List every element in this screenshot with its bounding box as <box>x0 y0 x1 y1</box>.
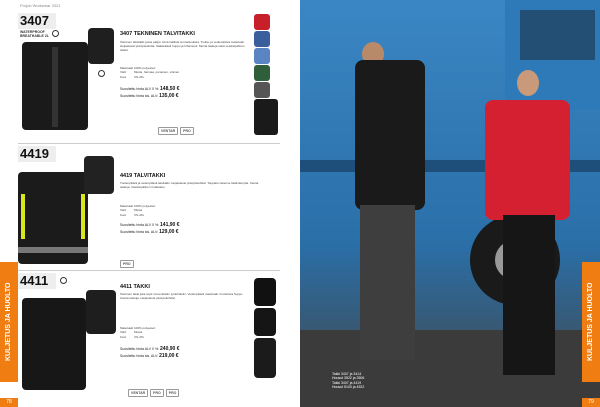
price-row-1 <box>120 222 180 228</box>
product-specs-4411 <box>120 326 248 339</box>
jacket-4411-variant-3 <box>254 338 276 378</box>
spec-key: Materiaali <box>120 66 134 70</box>
brand-logo: PRO <box>150 389 164 397</box>
price-value: 148,50 € <box>160 86 180 92</box>
spec-value: 100% polyesteri <box>134 204 156 208</box>
truck-window <box>520 10 595 60</box>
side-tab: KULJETUS JA HUOLTO <box>0 262 18 382</box>
price-value: 129,00 € <box>159 229 179 235</box>
product-code-3407: 3407 <box>18 13 56 29</box>
man-trousers <box>360 205 415 360</box>
page-header: Projob Workwear 2021 <box>20 3 61 8</box>
price-label: Suositeltu hinta sis. ALV: <box>120 230 159 234</box>
product-desc-4419: Tuulenpitävä ja vedenpitävä talvitakki. Heijastavat yksityiskohdat. Toppattu rakenne lisää lämpöä. Useita taskuja. Vetoketjullinen rintatasku. <box>120 181 259 190</box>
spec-key: Koot <box>120 212 127 217</box>
brand-logo: VENTAR <box>128 389 148 397</box>
woman-jacket <box>485 100 570 220</box>
brand-logo: PRO <box>120 260 134 268</box>
product-code-4419: 4419 <box>18 146 56 162</box>
jacket-4419-back-image <box>84 156 114 194</box>
brand-logo: PRO <box>166 389 180 397</box>
divider <box>18 143 280 144</box>
price-value: 219,00 € <box>159 353 179 359</box>
certification-icon <box>60 277 67 284</box>
spec-key: Materiaali <box>120 326 134 330</box>
certification-icon <box>52 30 59 37</box>
price-row-1 <box>120 346 180 352</box>
spec-key: Materiaali <box>120 204 134 208</box>
price-label: Suositeltu hinta ALV 0 %: <box>120 347 160 351</box>
man-jacket <box>355 60 425 210</box>
spec-key: Koot <box>120 334 127 339</box>
price-label: Suositeltu hinta ALV 0 %: <box>120 87 160 91</box>
product-title-3407: 3407 TEKNINEN TALVITAKKI <box>120 31 195 37</box>
product-desc-4411: Tekninen takki joka sopii monenlaisiin työtehtäviin. Vedenpitävä materiaali. Irrotettava huppu. Useita taskuja. Heijastavat yksityiskohdat. <box>120 292 244 301</box>
jacket-4411-image <box>22 298 86 390</box>
woman-trousers <box>503 215 555 375</box>
price-row-2 <box>120 229 179 235</box>
color-swatch-blue <box>254 31 270 47</box>
color-swatch-red <box>254 14 270 30</box>
jacket-4411-variant-2 <box>254 308 276 336</box>
price-value: 240,90 € <box>160 346 180 352</box>
price-label: Suositeltu hinta sis. ALV: <box>120 354 159 358</box>
spec-value: XS-4XL <box>134 74 145 79</box>
right-page-photo <box>300 0 600 407</box>
page-number-left: 78 <box>0 398 18 407</box>
product-title-4419: 4419 TALVITAKKI <box>120 173 166 179</box>
price-label: Suositeltu hinta ALV 0 %: <box>120 223 160 227</box>
spec-key: Värit <box>120 208 127 213</box>
care-icon <box>98 70 105 77</box>
spec-value: Musta, harmaa, punainen, sininen <box>134 70 180 75</box>
jacket-3407-back-image <box>88 28 114 64</box>
side-tab-right: KULJETUS JA HUOLTO <box>582 262 600 382</box>
price-row-1 <box>120 86 180 92</box>
brand-logos-3407 <box>158 127 196 135</box>
product-specs-3407 <box>120 66 250 79</box>
color-swatch-green <box>254 65 270 81</box>
spec-key: Värit <box>120 330 127 335</box>
spec-value: XS-4XL <box>134 212 145 217</box>
jacket-4419-image <box>18 172 88 264</box>
price-value: 141,90 € <box>160 222 180 228</box>
product-specs-4419 <box>120 204 260 217</box>
price-row-2 <box>120 353 179 359</box>
color-swatch-black <box>254 99 278 135</box>
product-title-4411: 4411 TAKKI <box>120 284 150 290</box>
brand-logo: PRO <box>180 127 194 135</box>
price-value: 135,00 € <box>159 93 179 99</box>
color-swatch-lightblue <box>254 48 270 64</box>
woman-head <box>517 70 539 96</box>
color-swatch-grey <box>254 82 270 98</box>
page-number-right: 79 <box>582 398 600 407</box>
spec-key: Värit <box>120 70 127 75</box>
photo-caption: Takki 3407 ja 3414 Housut 3522 ja 3506 Takki 3407 ja 4419 Housut 5100 ja 4522 <box>332 372 365 389</box>
jacket-3407-image <box>22 42 88 130</box>
waterproof-badge: WATERPROOF BREATHABLE 2L <box>20 30 49 38</box>
spec-key: Koot <box>120 74 127 79</box>
jacket-4411-back-image <box>86 290 116 334</box>
brand-logos-4411 <box>128 389 181 397</box>
product-desc-3407: Tekninen talvitakki jossa paljon toiminnallisia ominaisuuksia. Tuulta- ja vedenpitävä materiaali. Heijastavat yksityiskohdat. Säädettävä huppu ja hihansuut. Monia taskuja sekä vetoketjullinen taskut. <box>120 40 245 53</box>
divider <box>18 270 280 271</box>
spec-value: 100% polyesteri <box>134 326 156 330</box>
brand-logo: VENTAR <box>158 127 178 135</box>
price-label: Suositeltu hinta sis. ALV: <box>120 94 159 98</box>
ground <box>300 330 600 407</box>
brand-logos-4419 <box>120 260 136 268</box>
spec-value: XS-4XL <box>134 334 145 339</box>
spec-value: Musta <box>134 330 143 335</box>
jacket-4411-variant-1 <box>254 278 276 306</box>
spec-value: Musta <box>134 208 143 213</box>
spec-value: 100% polyesteri <box>134 66 156 70</box>
price-row-2 <box>120 93 179 99</box>
product-code-4411: 4411 <box>18 273 56 289</box>
